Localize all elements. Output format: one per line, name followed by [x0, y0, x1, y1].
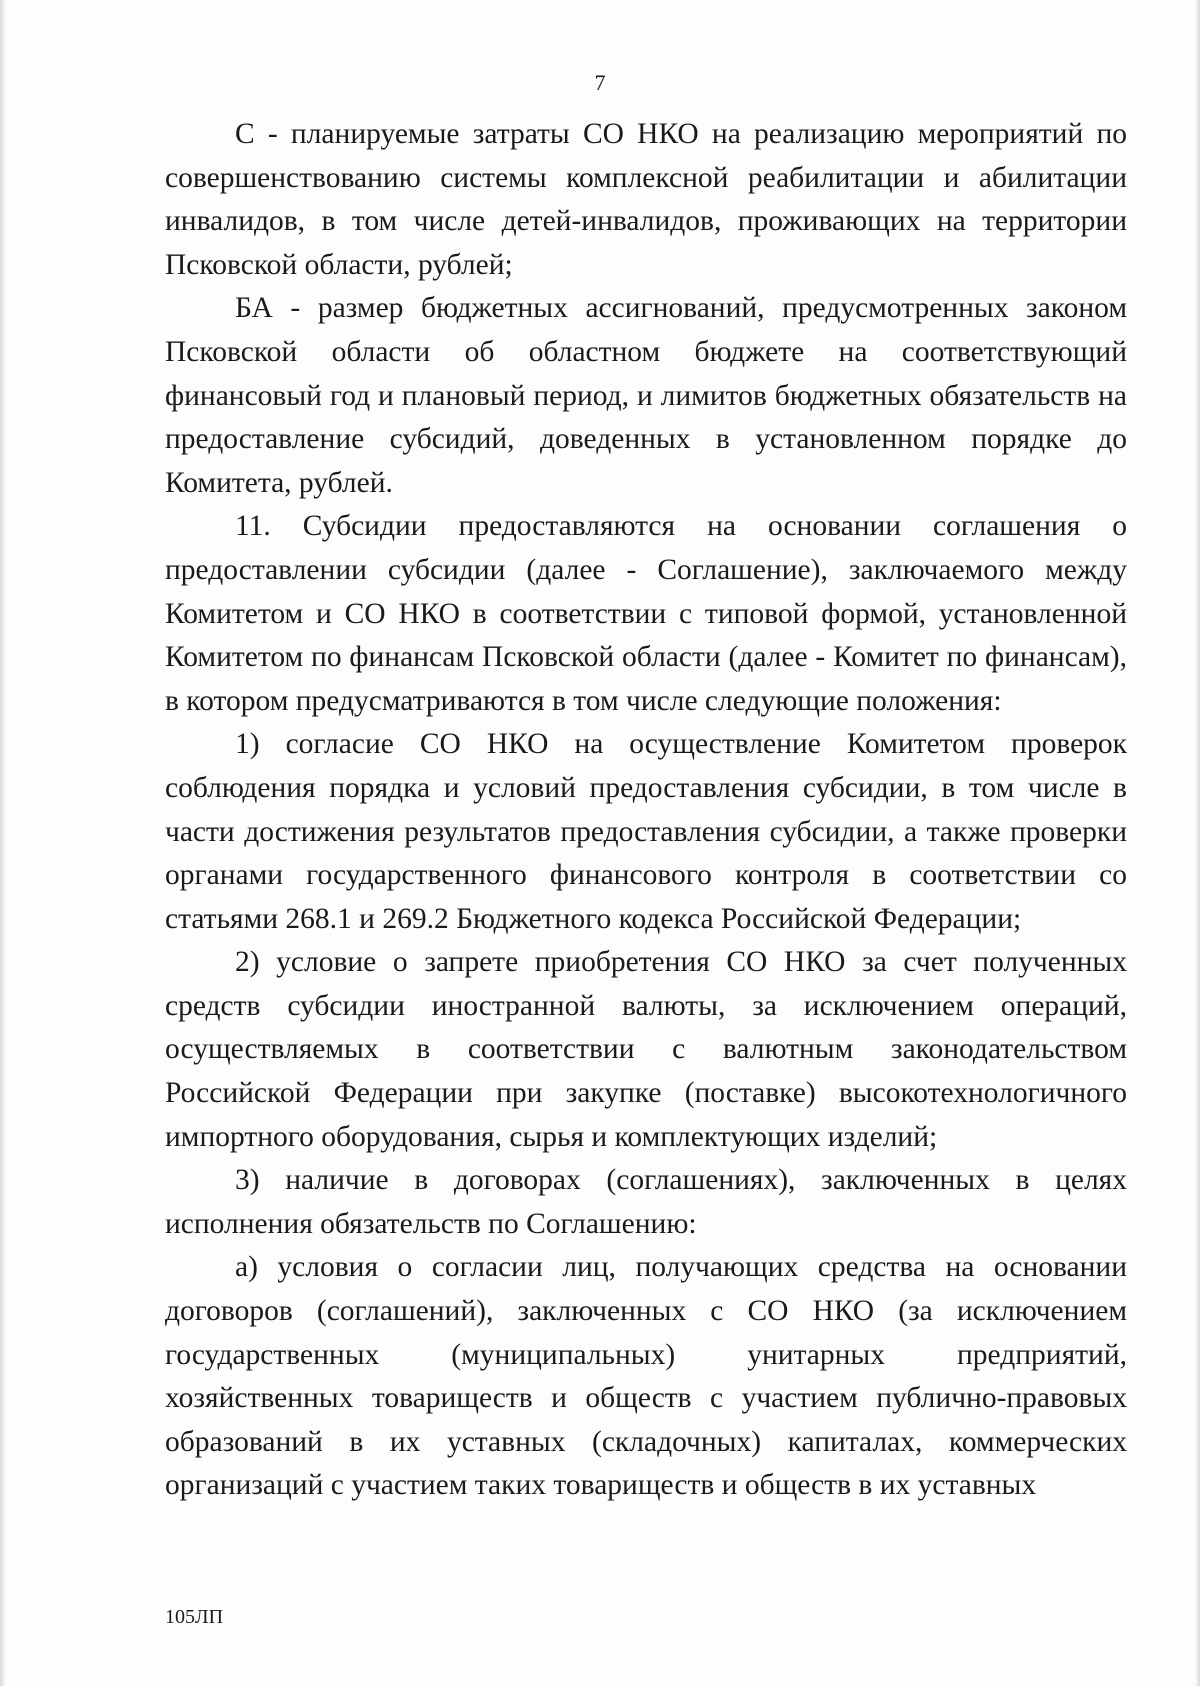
paragraph-c-definition: С - планируемые затраты СО НКО на реализацию мероприятий по совершенствованию системы комплексной реабилитации и абилитации инвалидов, в том числе детей-инвалидов, проживающих на территории Псковской области, рублей; — [165, 118, 1127, 281]
scan-edge-right — [1195, 0, 1200, 1686]
paragraph-item-1: 1) согласие СО НКО на осуществление Комитетом проверок соблюдения порядка и условий предоставления субсидии, в том числе в части достижения результатов предоставления субсидии, а также проверки органами государственного финансового контроля в соответствии со статьями 268.1 и 269.2 Бюджетного кодекса Российской Федерации; — [165, 728, 1127, 935]
page-number: 7 — [594, 70, 606, 95]
paragraph-ba-definition: БА - размер бюджетных ассигнований, предусмотренных законом Псковской области об областном бюджете на соответствующий финансовый год и плановый период, и лимитов бюджетных обязательств на предоставление субсидий, доведенных в установленном порядке до Комитета, рублей. — [165, 292, 1127, 499]
footer-document-code: 105ЛП — [165, 1606, 224, 1628]
paragraph-item-3a: а) условия о согласии лиц, получающих средства на основании договоров (соглашений), заключенных с СО НКО (за исключением государственных (муниципальных) унитарных предприятий, хозяйственных товариществ и обществ с участием публично-правовых образований в их уставных (складочных) капиталах, коммерческих организаций с участием таких товариществ и обществ в их уставных — [165, 1251, 1127, 1502]
paragraph-11: 11. Субсидии предоставляются на основании соглашения о предоставлении субсидии (далее - Соглашение), заключаемого между Комитетом и СО НКО в соответствии с типовой формой, установленной Комитетом по финансам Псковской области (далее - Комитет по финансам), в котором предусматриваются в том числе следующие положения: — [165, 510, 1127, 717]
paragraph-item-2: 2) условие о запрете приобретения СО НКО за счет полученных средств субсидии иностранной валюты, за исключением операций, осуществляемых в соответствии с валютным законодательством Российской Федерации при закупке (поставке) высокотехнологичного импортного оборудования, сырья и комплектующих изделий; — [165, 946, 1127, 1153]
paragraph-item-3: 3) наличие в договорах (соглашениях), заключенных в целях исполнения обязательств по Соглашению: — [165, 1164, 1127, 1240]
document-body — [165, 113, 1127, 1508]
scan-edge-left — [0, 0, 6, 1686]
